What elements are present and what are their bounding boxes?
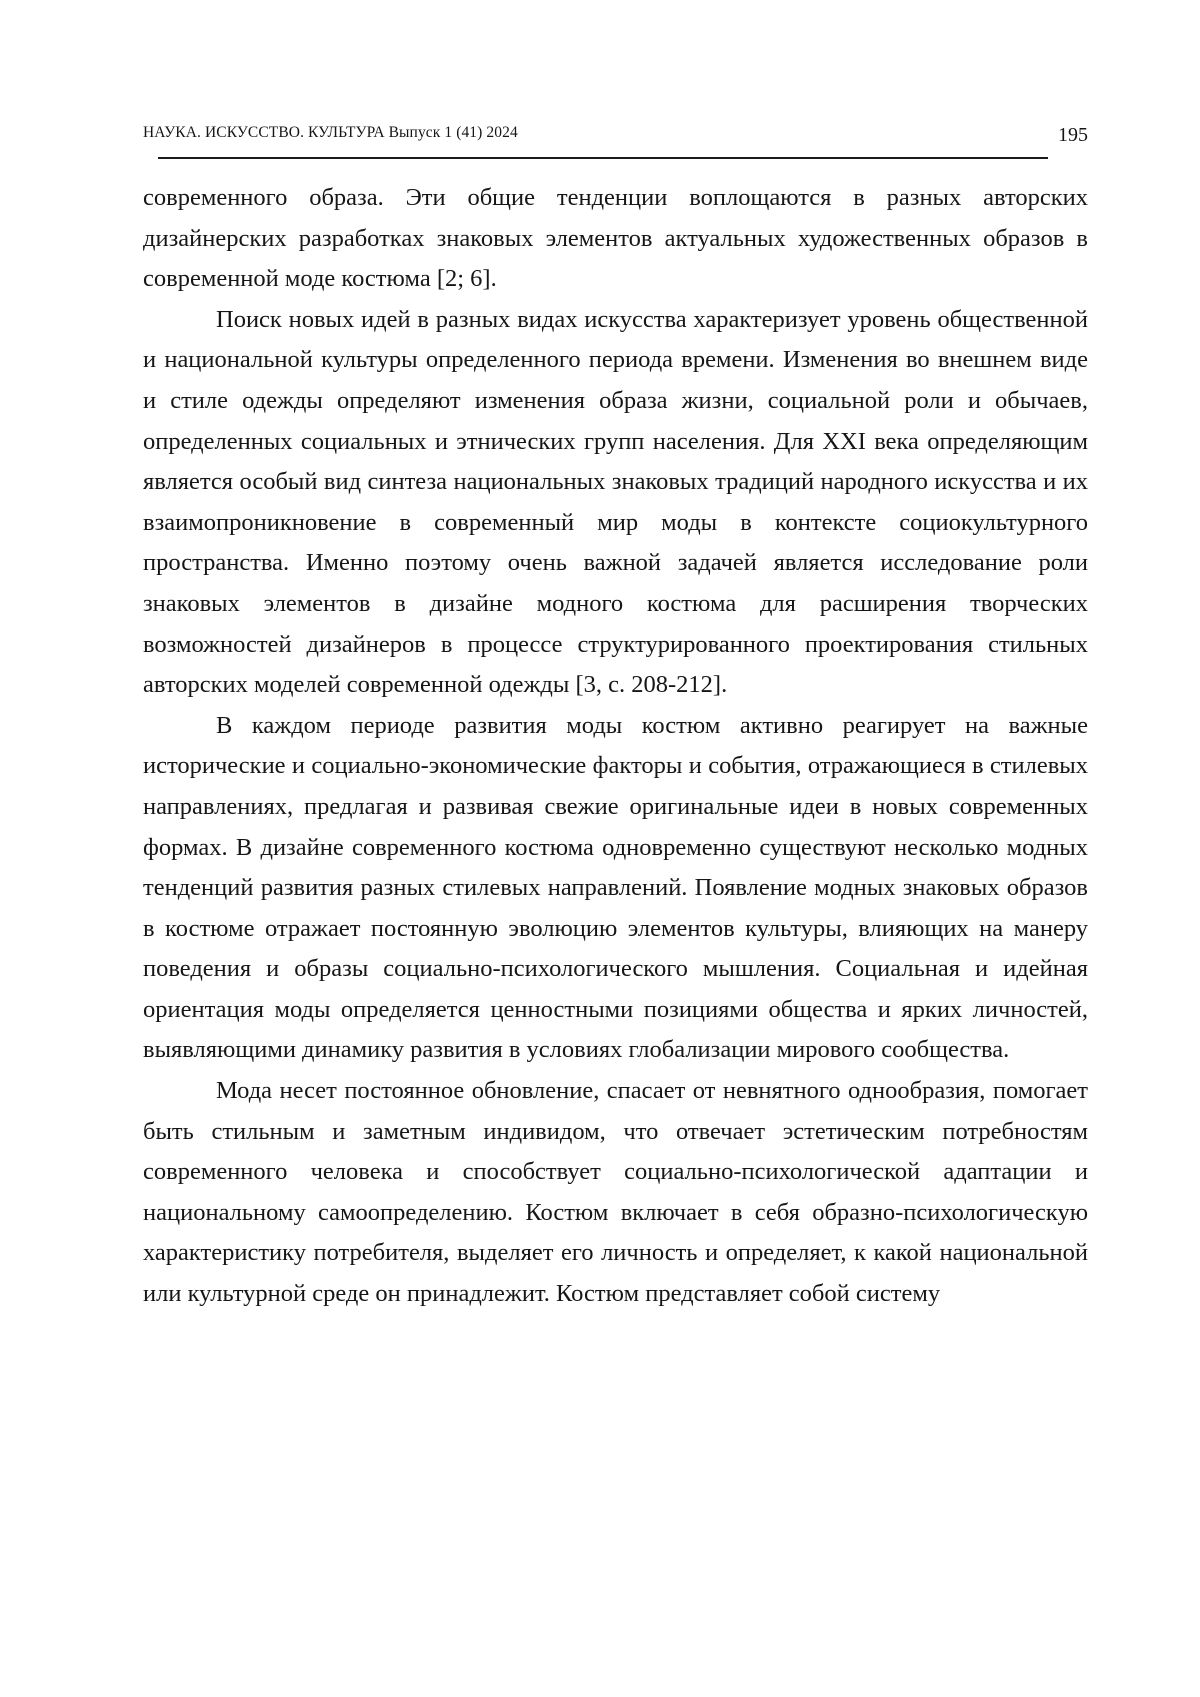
paragraph-continuation: современного образа. Эти общие тенденции воплощаются в разных авторских дизайнерских разработках знаковых элементов актуальных художественных образов в современной моде костюма [2; 6]. — [143, 184, 1088, 293]
paragraph: Мода несет постоянное обновление, спасает от невнятного однообразия, помогает быть стильным и заметным индивидом, что отвечает эстетическим потребностям современного человека и способствует социально-психологической адаптации и национальному самоопределению. Костюм включает в себя образно-психологическую характеристику потребителя, выделяет его личность и определяет, к какой национальной или культурной среде он принадлежит. Костюм представляет собой систему — [143, 1077, 1088, 1308]
header-rule — [158, 157, 1048, 159]
page-number: 195 — [1058, 124, 1088, 146]
paragraph: Поиск новых идей в разных видах искусства характеризует уровень общественной и национальной культуры определенного периода времени. Изменения во внешнем виде и стиле одежды определяют изменения образа жизни, социальной роли и обычаев, определенных социальных и этнических групп населения. Для XXI века определяющим является особый вид синтеза национальных знаковых традиций народного искусства и их взаимопроникновение в современный мир моды в контексте социокультурного пространства. Именно поэтому очень важной задачей является исследование роли знаковых элементов в дизайне модного костюма для расширения творческих возможностей дизайнеров в процессе структурированного проектирования стильных авторских моделей современной одежды [3, с. 208-212]. — [143, 305, 1088, 699]
page-header — [143, 118, 1088, 160]
paragraph: В каждом периоде развития моды костюм активно реагирует на важные исторические и социально-экономические факторы и события, отражающиеся в стилевых направлениях, предлагая и развивая свежие оригинальные идеи в новых современных формах. В дизайне современного костюма одновременно существуют несколько модных тенденций развития разных стилевых направлений. Появление модных знаковых образов в костюме отражает постоянную эволюцию элементов культуры, влияющих на манеру поведения и образы социально-психологического мышления. Социальная и идейная ориентация моды определяется ценностными позициями общества и ярких личностей, выявляющими динамику развития в условиях глобализации мирового сообщества. — [143, 711, 1088, 1064]
body-text — [143, 178, 1088, 1315]
journal-title: НАУКА. ИСКУССТВО. КУЛЬТУРА Выпуск 1 (41) 2024 — [143, 124, 518, 141]
